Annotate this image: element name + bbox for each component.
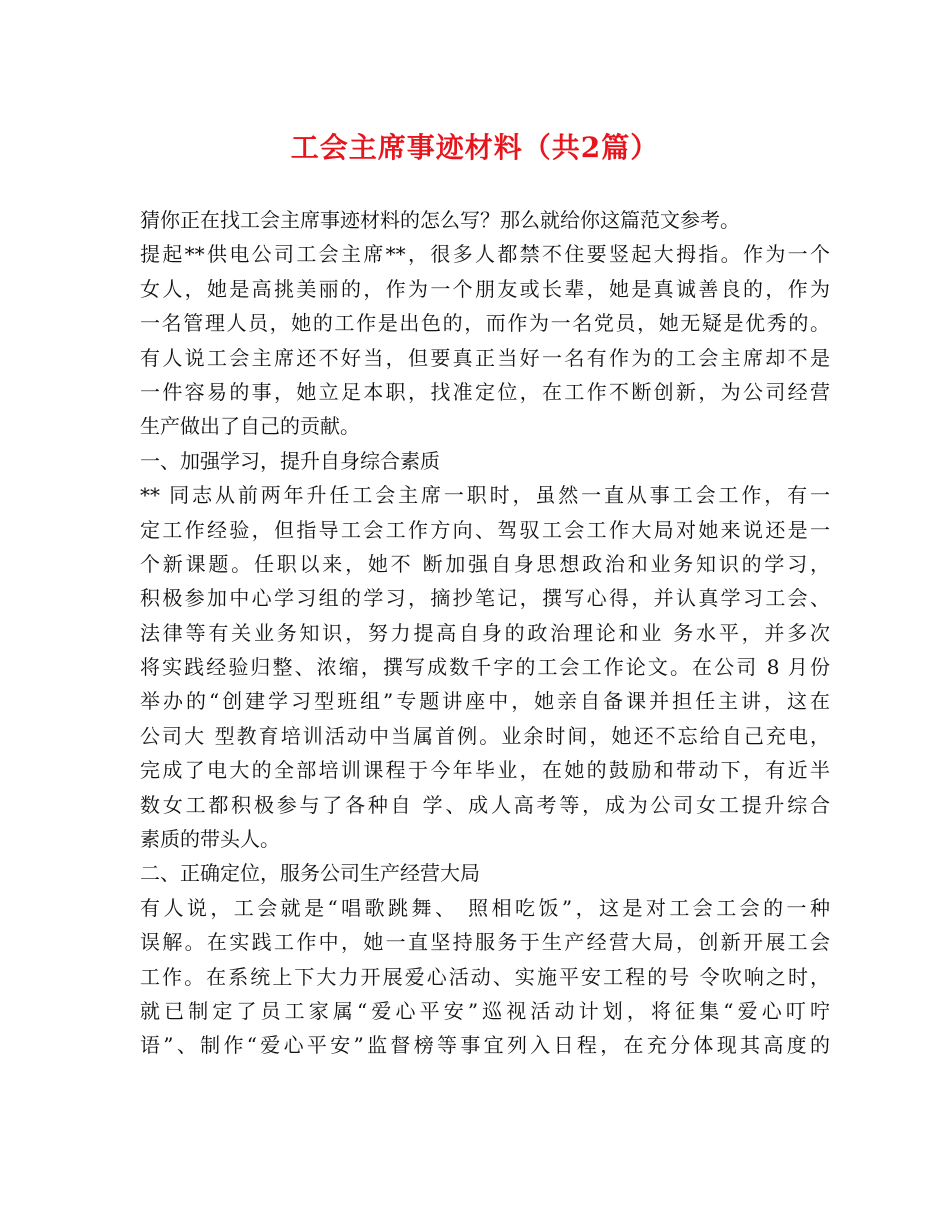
- text-line: 定工作经验，但指导工会工作方向、驾驭工会工作大局对她来说还是一: [140, 517, 830, 542]
- text-line: 举办的“创建学习型班组”专题讲座中，她亲自备课并担任主讲，这在: [140, 689, 830, 714]
- text-line: 误解。在实践工作中，她一直坚持服务于生产经营大局，创新开展工会: [140, 930, 830, 955]
- text-line: 女人，她是高挑美丽的，作为一个朋友或长辈，她是真诚善良的，作为: [140, 276, 830, 301]
- text-line: 法律等有关业务知识，努力提高自身的政治理论和业 务水平，并多次: [140, 620, 830, 645]
- text-line: 公司大 型教育培训活动中当属首例。业余时间，她还不忘给自己充电，: [140, 723, 830, 748]
- text-line: 有人说，工会就是“唱歌跳舞、 照相吃饭”，这是对工会工会的一种: [140, 895, 830, 920]
- document-body: [140, 203, 830, 1063]
- document-title: 工会主席事迹材料（共2篇）: [290, 131, 660, 164]
- text-line: ** 同志从前两年升任工会主席一职时，虽然一直从事工会工作，有一: [140, 483, 830, 508]
- text-line: 素质的带头人。: [140, 827, 280, 852]
- section-heading: 二、正确定位，服务公司生产经营大局: [140, 861, 480, 886]
- text-line: 完成了电大的全部培训课程于今年毕业，在她的鼓励和带动下，有近半: [140, 758, 830, 783]
- text-line: 积极参加中心学习组的学习，摘抄笔记，撰写心得，并认真学习工会、: [140, 586, 830, 611]
- text-line: 提起**供电公司工会主席**，很多人都禁不住要竖起大拇指。作为一个: [140, 242, 830, 267]
- text-line: 一名管理人员，她的工作是出色的，而作为一名党员，她无疑是优秀的。: [140, 311, 830, 336]
- text-line: 个新课题。任职以来，她不 断加强自身思想政治和业务知识的学习，: [140, 551, 830, 576]
- text-line: 有人说工会主席还不好当，但要真正当好一名有作为的工会主席却不是: [140, 345, 830, 370]
- text-line: 一件容易的事，她立足本职，找准定位，在工作不断创新，为公司经营: [140, 379, 830, 404]
- text-line: 将实践经验归整、浓缩，撰写成数千字的工会工作论文。在公司 8 月份: [140, 655, 830, 680]
- text-line: 生产做出了自己的贡献。: [140, 414, 360, 439]
- text-line: 语”、制作“爱心平安”监督榜等事宜列入日程，在充分体现其高度的: [140, 1033, 830, 1058]
- text-line: 数女工都积极参与了各种自 学、成人高考等，成为公司女工提升综合: [140, 792, 830, 817]
- text-line: 猜你正在找工会主席事迹材料的怎么写？那么就给你这篇范文参考。: [140, 208, 740, 232]
- text-line: 工作。在系统上下大力开展爱心活动、实施平安工程的号 令吹响之时，: [140, 964, 830, 989]
- section-heading: 一、加强学习，提升自身综合素质: [140, 448, 440, 473]
- text-line: 就已制定了员工家属“爱心平安”巡视活动计划，将征集“爱心叮咛: [140, 998, 830, 1023]
